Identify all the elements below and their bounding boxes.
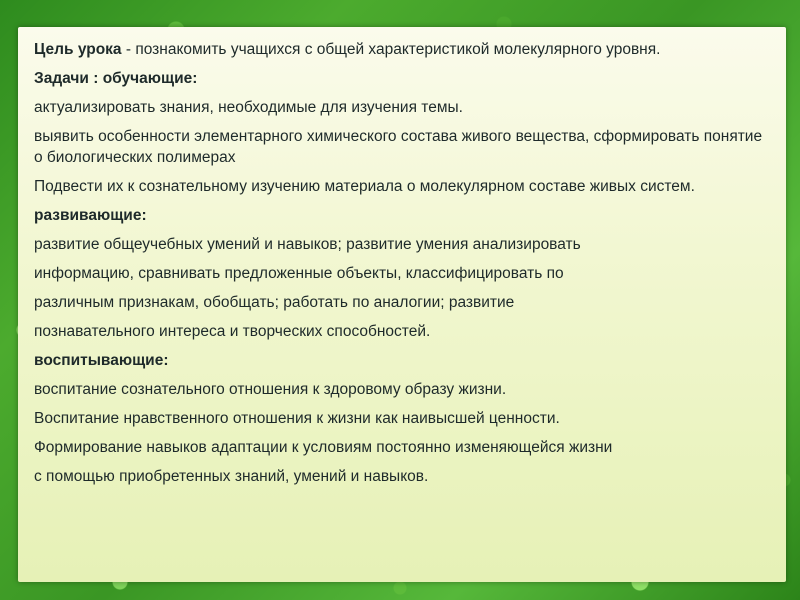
developing-item: познавательного интереса и творческих способностей. xyxy=(34,323,431,340)
educating-heading: воспитывающие: xyxy=(34,352,169,369)
teaching-item: Подвести их к сознательному изучению материала о молекулярном составе живых систем. xyxy=(34,178,695,195)
tasks-heading: Задачи : обучающие: xyxy=(34,70,198,87)
lesson-goal-text: - познакомить учащихся с общей характеристикой молекулярного уровня. xyxy=(121,41,661,58)
lesson-goal-label: Цель урока xyxy=(34,41,122,58)
educating-item: Воспитание нравственного отношения к жизни как наивысшей ценности. xyxy=(34,410,560,427)
slide-text-panel xyxy=(18,27,786,582)
educating-item: воспитание сознательного отношения к здоровому образу жизни. xyxy=(34,381,507,398)
teaching-item: актуализировать знания, необходимые для изучения темы. xyxy=(34,99,463,116)
developing-item: различным признакам, обобщать; работать по аналогии; развитие xyxy=(34,294,515,311)
educating-item: с помощью приобретенных знаний, умений и навыков. xyxy=(34,468,429,485)
lesson-goal xyxy=(34,39,772,60)
developing-heading: развивающие: xyxy=(34,207,147,224)
teaching-item: выявить особенности элементарного химического состава живого вещества, сформировать понятие о биологических полимерах xyxy=(34,128,763,166)
educating-item: Формирование навыков адаптации к условиям постоянно изменяющейся жизни xyxy=(34,439,613,456)
developing-item: информацию, сравнивать предложенные объекты, классифицировать по xyxy=(34,265,564,282)
developing-item: развитие общеучебных умений и навыков; развитие умения анализировать xyxy=(34,236,581,253)
